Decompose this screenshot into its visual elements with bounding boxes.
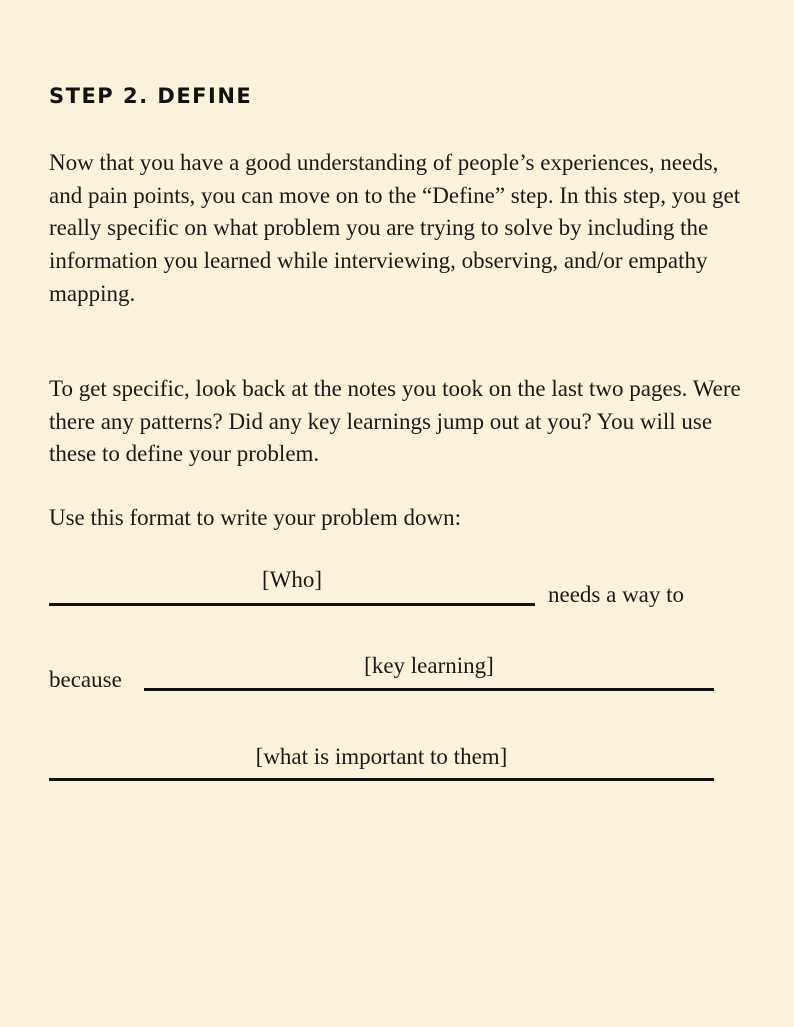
important-blank-line[interactable] <box>49 778 714 781</box>
who-placeholder-label: [Who] <box>261 567 323 592</box>
page-heading: STEP 2. DEFINE <box>49 84 253 108</box>
because-text: because <box>49 667 122 692</box>
key-learning-blank-line[interactable] <box>144 688 714 691</box>
format-prompt: Use this format to write your problem down: <box>49 505 462 530</box>
instructions-paragraph: To get specific, look back at the notes you took on the last two pages. Were there any patterns? Did any key learnings jump out at you? You will use these to define your problem. <box>49 376 741 467</box>
who-blank-line[interactable] <box>49 603 535 606</box>
important-placeholder-label: [what is important to them] <box>255 744 508 769</box>
intro-paragraph: Now that you have a good understanding of people’s experiences, needs, and pain points, you can move on to the “Define” step. In this step, you get really specific on what problem you are trying to solve by including the information you learned while interviewing, observing, and/or empathy mapping. <box>49 150 741 306</box>
needs-a-way-to-text: needs a way to <box>548 582 685 607</box>
key-learning-placeholder-label: [key learning] <box>364 653 494 678</box>
